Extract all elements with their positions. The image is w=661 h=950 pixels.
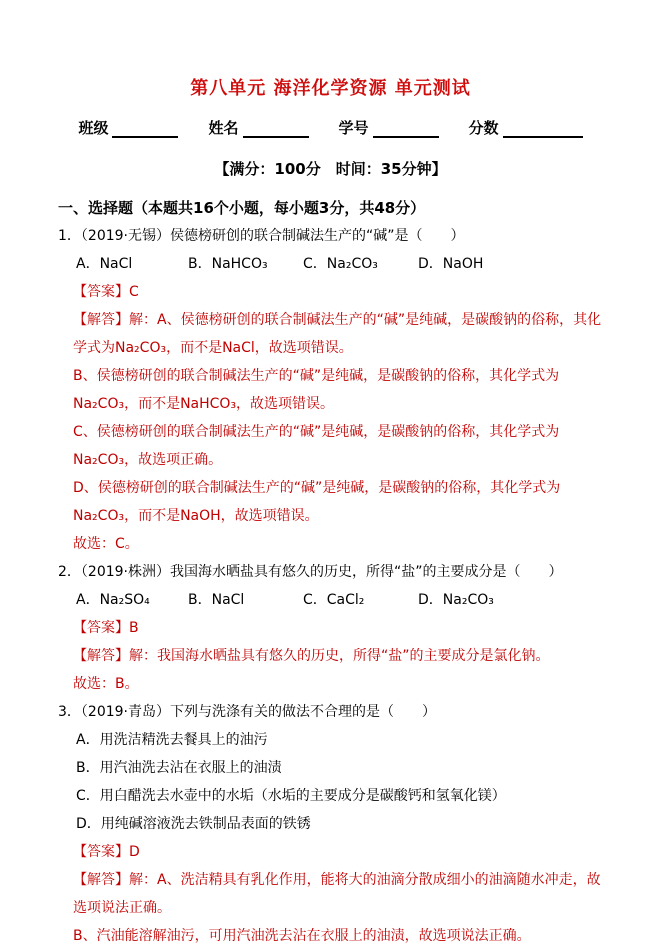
- name-blank-line: [243, 121, 309, 138]
- question-3-option-a: A．用洗洁精洗去餐具上的油污: [76, 732, 268, 748]
- option-c: C．Na₂CO₃: [303, 256, 378, 272]
- question-3-stem: 3．（2019·青岛）下列与洗涤有关的做法不合理的是（ ）: [58, 704, 436, 720]
- question-1-conclusion: 故选：C。: [73, 536, 139, 552]
- question-3: [58, 698, 603, 950]
- option-a: A．NaCl: [76, 256, 133, 272]
- question-2-answer: 【答案】B: [73, 620, 139, 636]
- question-1-explanation-line: D、侯德榜研创的联合制碱法生产的“碱”是纯碱，是碳酸钠的俗称，其化学式为Na₂CO₃，而不是NaOH，故选项错误。: [73, 480, 561, 524]
- student-info-row: [58, 118, 603, 138]
- option-b: B．NaHCO₃: [188, 256, 268, 272]
- question-2-stem: 2．（2019·株洲）我国海水晒盐具有悠久的历史，所得“盐”的主要成分是（ ）: [58, 564, 563, 580]
- question-3-option-b: B．用汽油洗去沾在衣服上的油渍: [76, 760, 282, 776]
- question-2-conclusion: 故选：B。: [73, 676, 139, 692]
- class-field: [78, 118, 178, 138]
- student-id-field: [339, 118, 439, 138]
- question-1-answer: 【答案】C: [73, 284, 139, 300]
- name-field: [208, 118, 308, 138]
- question-3-option-d: D．用纯碱溶液洗去铁制品表面的铁锈: [76, 816, 311, 832]
- question-1-explanation-line: 【解答】解：A、侯德榜研创的联合制碱法生产的“碱”是纯碱，是碳酸钠的俗称，其化学式为Na₂CO₃，而不是NaCl，故选项错误。: [73, 312, 602, 356]
- score-label: 分数: [468, 119, 499, 137]
- option-d: D．NaOH: [418, 256, 484, 272]
- question-2: [58, 558, 603, 698]
- section-heading: 一、选择题（本题共16个小题，每小题3分，共48分）: [58, 199, 426, 217]
- question-2-options: [58, 586, 603, 614]
- question-2-explanation-line: 【解答】解：我国海水晒盐具有悠久的历史，所得“盐”的主要成分是氯化钠。: [73, 648, 550, 664]
- question-1-explanation-line: B、侯德榜研创的联合制碱法生产的“碱”是纯碱，是碳酸钠的俗称，其化学式为Na₂CO₃，而不是NaHCO₃，故选项错误。: [73, 368, 560, 412]
- exam-meta-line: 【满分：100分 时间：35分钟】: [214, 160, 447, 178]
- option-b: B．NaCl: [188, 592, 245, 608]
- option-d: D．Na₂CO₃: [418, 592, 494, 608]
- question-1-options: [58, 250, 603, 278]
- class-blank-line: [112, 121, 178, 138]
- score-blank-line: [503, 121, 583, 138]
- student-id-blank-line: [373, 121, 439, 138]
- class-label: 班级: [78, 119, 109, 137]
- question-1-explanation-line: C、侯德榜研创的联合制碱法生产的“碱”是纯碱，是碳酸钠的俗称，其化学式为Na₂CO₃，故选项正确。: [73, 424, 560, 468]
- document-title: 第八单元 海洋化学资源 单元测试: [190, 78, 471, 99]
- question-1-stem: 1．（2019·无锡）侯德榜研创的联合制碱法生产的“碱”是（ ）: [58, 228, 465, 244]
- score-field: [469, 118, 583, 138]
- question-3-explanation-line: B、汽油能溶解油污，可用汽油洗去沾在衣服上的油渍，故选项说法正确。: [73, 928, 531, 944]
- question-3-answer: 【答案】D: [73, 844, 140, 860]
- name-label: 姓名: [208, 119, 239, 137]
- option-a: A．Na₂SO₄: [76, 592, 150, 608]
- question-3-explanation-line: 【解答】解：A、洗洁精具有乳化作用，能将大的油滴分散成细小的油滴随水冲走，故选项说法正确。: [73, 872, 601, 916]
- question-3-option-c: C．用白醋洗去水壶中的水垢（水垢的主要成分是碳酸钙和氢氧化镁）: [76, 788, 506, 804]
- question-1: [58, 222, 603, 558]
- student-id-label: 学号: [338, 119, 369, 137]
- option-c: C．CaCl₂: [303, 592, 365, 608]
